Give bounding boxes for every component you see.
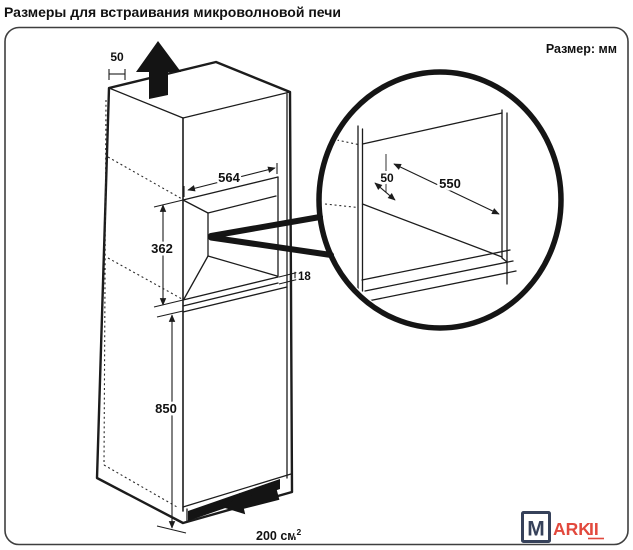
logo-ark: ARK	[553, 519, 591, 539]
detail-front-gap-label: 50	[380, 171, 394, 185]
callout-circle	[319, 72, 561, 328]
base-height-label: 850	[155, 401, 177, 416]
detail-depth-label: 550	[439, 176, 461, 191]
logo-ii: II	[589, 519, 599, 539]
logo-m: M	[527, 517, 545, 541]
niche-height-label: 362	[151, 241, 173, 256]
page-title: Размеры для встраивания микроволновой печи	[4, 4, 341, 20]
unit-label: Размер: мм	[545, 42, 617, 56]
vent-area-superscript: 2	[296, 527, 302, 537]
vent-area-label	[256, 527, 302, 543]
rear-clearance-label: 50	[110, 50, 124, 64]
niche-width-label: 564	[218, 170, 240, 185]
shelf-thickness-label: 18	[298, 271, 311, 283]
vent-area-value: 200 см	[256, 529, 297, 543]
